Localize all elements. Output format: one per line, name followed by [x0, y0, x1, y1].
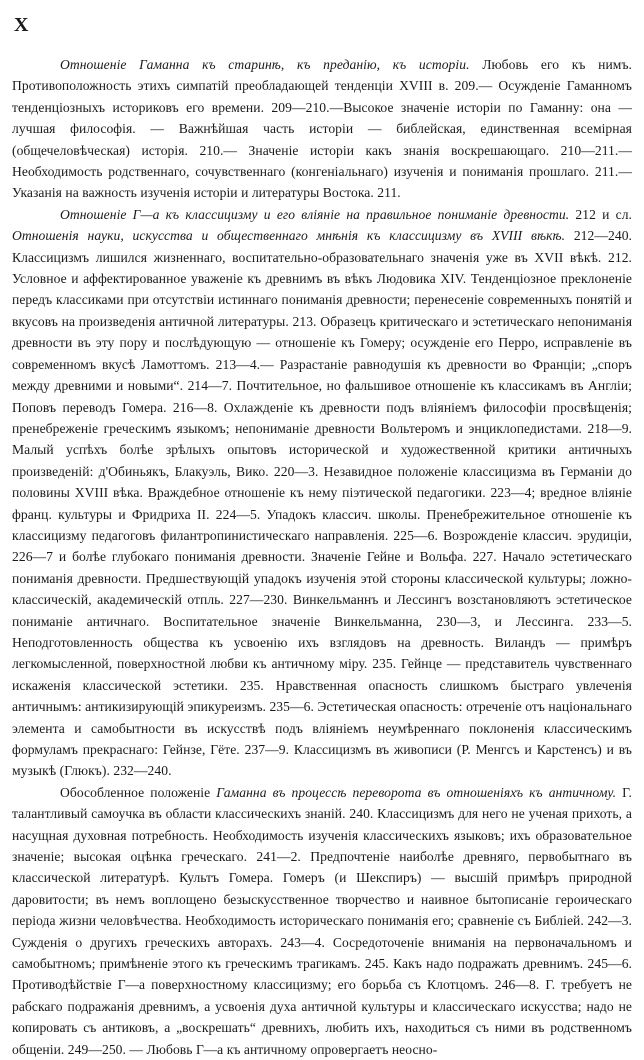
paragraph-lead: Обособленное положеніе	[60, 784, 217, 800]
paragraph-subheading: Отношенія науки, искусства и общественнаго мнѣнія къ классицизму въ XVIII вѣкѣ.	[12, 228, 566, 244]
paragraph-heading: Гаманна въ процессѣ переворота въ отношеніяхъ къ античному.	[216, 784, 617, 800]
paragraph-heading: Отношеніе Г—а къ классицизму и его вліяніе на правильное пониманіе древности.	[60, 206, 570, 222]
paragraph-body: Г. талантливый самоучка въ области классическихъ знаній. 240. Классицизмъ для него не ученая прихоть, а насущная духовная потребность. Необходимость изученія классическихъ языковъ; ихъ образовательное значеніе; высокая оцѣнка греческаго. 241—2. Предпочтеніе наиболѣе древняго, первобытнаго въ классической литературѣ. Культъ Гомера. Гомеръ (и Шекспиръ) — высшій примѣръ природной даровитости; въ немъ воплощено безыскусственное творчество и наивное бытописаніе героическаго періода жизни человѣчества. Необходимость историческаго пониманія его; сравненіе съ Библіей. 242—3. Сужденія о другихъ греческихъ авторахъ. 243—4. Сосредоточеніе вниманія на первоначальномъ и самобытномъ; примѣненіе этого къ греческимъ трагикамъ. 245. Какъ надо подражать древнимъ. 245—6. Противодѣйствіе Г—а поверхностному классицизму; его борьба съ Клотцомъ. 246—8. Г. требуетъ не рабскаго подражанія древнимъ, а усвоенія духа античной культуры и классическаго искусства; надо не копировать съ антиковъ, а „воскрешать“ древнихъ, любить ихъ, находиться съ ними въ родственномъ общеніи. 249—250. — Любовь Г—а къ античному опровергаетъ неосно-	[12, 784, 632, 1057]
paragraph-heading: Отношеніе Гаманна къ старинѣ, къ преданію, къ исторіи.	[60, 57, 470, 72]
paragraph-hamann-history	[12, 54, 632, 204]
paragraph-body: Любовь его къ нимъ. Противоположность этихъ симпатій преобладающей тенденціи XVIII в. 209.— Осужденіе Гаманномъ тенденціозныхъ историковъ его времени. 209—210.—Высокое значеніе исторіи по Гаманну: она — лучшая философія. — Важнѣйшая часть исторіи — библейская, единственная всемірная (общечеловѣческая) исторія. 210.— Значеніе исторіи какъ знанія воскрешающаго. 210—211.— Необходимость родственнаго, сочувственнаго (конгеніальнаго) изученія и пониманія прошлаго. 211.—Указанія на важность изученія исторіи и литературы Востока. 211.	[12, 57, 632, 201]
paragraph-body: 212 и сл.	[569, 206, 633, 222]
paragraph-body: 212—240. Классицизмъ лишился жизненнаго, воспитательно-образовательнаго значенія уже въ XVII вѣкѣ. 212. Условное и аффектированное уваженіе къ древнимъ въ вѣкъ Людовика XIV. Тенденціозное преклоненіе передъ классиками при отсутствіи истиннаго пониманія древности; перенесеніе современныхъ понятій и вкусовъ на произведенія античной литературы. 213. Образецъ критическаго и эстетическаго непониманія древности въ эту пору и послѣдующую — отношеніе къ Гомеру; осужденіе его Перро, исправленіе въ современномъ вкусѣ Ламоттомъ. 213—4.— Разрастаніе равнодушія къ древности во Франціи; „споръ между древними и новыми“. 214—7. Почтительное, но фальшивое отношеніе къ классикамъ въ Англіи; Поповъ переводъ Гомера. 216—8. Охлажденіе къ древности подъ вліяніемъ философіи просвѣщенія; пренебреженіе греческимъ языкомъ; непониманіе древности Вольтеромъ и энциклопедистами. 218—9. Малый успѣхъ болѣе зрѣлыхъ опытовъ исторической и художественной критики античныхъ произведеній: д'Обиньякъ, Блакуэль, Вико. 220—3. Незавидное положеніе классицизма въ Германіи до половины XVIII вѣка. Враждебное отношеніе къ нему піэтической педагогики. 223—4; вредное вліяніе франц. культуры и Фридриха II. 224—5. Упадокъ классич. школы. Пренебрежительное отношеніе къ классицизму педагоговъ филантропинистическаго направленія. 225—6. Возрожденіе классич. эрудиціи, 226—7 и болѣе глубокаго пониманія древности. Значеніе Гейне и Вольфа. 227. Начало эстетическаго пониманія древности. Предшествующій упадокъ изученія этой стороны классической культуры; ложно-классическій, академическій отпль. 227—230. Винкельманнъ и Лессингъ возстановляютъ эстетическое пониманіе античнаго. Воспитательное значеніе Винкельманна, 230—3, и Лессинга. 233—5. Неподготовленность общества къ усвоенію ихъ взглядовъ на древность. Виландъ — примѣръ легкомысленной, поверхностной любви къ античному міру. 235. Гейнце — представитель чувственнаго искаженія классической эстетики. 235. Нравственная опасность слишкомъ быстраго увлеченія античнымъ: антикизирующій эпикуреизмъ. 235—6. Эстетическая опасность: отреченіе отъ національнаго элемента и самобытности въ искусствѣ подъ вліяніемъ неумѣреннаго поклоненія классическимъ формуламъ прекраснаго: Гейнзе, Гёте. 237—9. Классицизмъ въ живописи (Р. Менгсъ и Карстенсъ) и въ музыкѣ (Глюкъ). 232—240.	[12, 228, 632, 779]
page-number: X	[14, 14, 29, 36]
paragraph-classicism	[12, 204, 632, 782]
paragraph-hamann-antiquity	[12, 782, 632, 1060]
